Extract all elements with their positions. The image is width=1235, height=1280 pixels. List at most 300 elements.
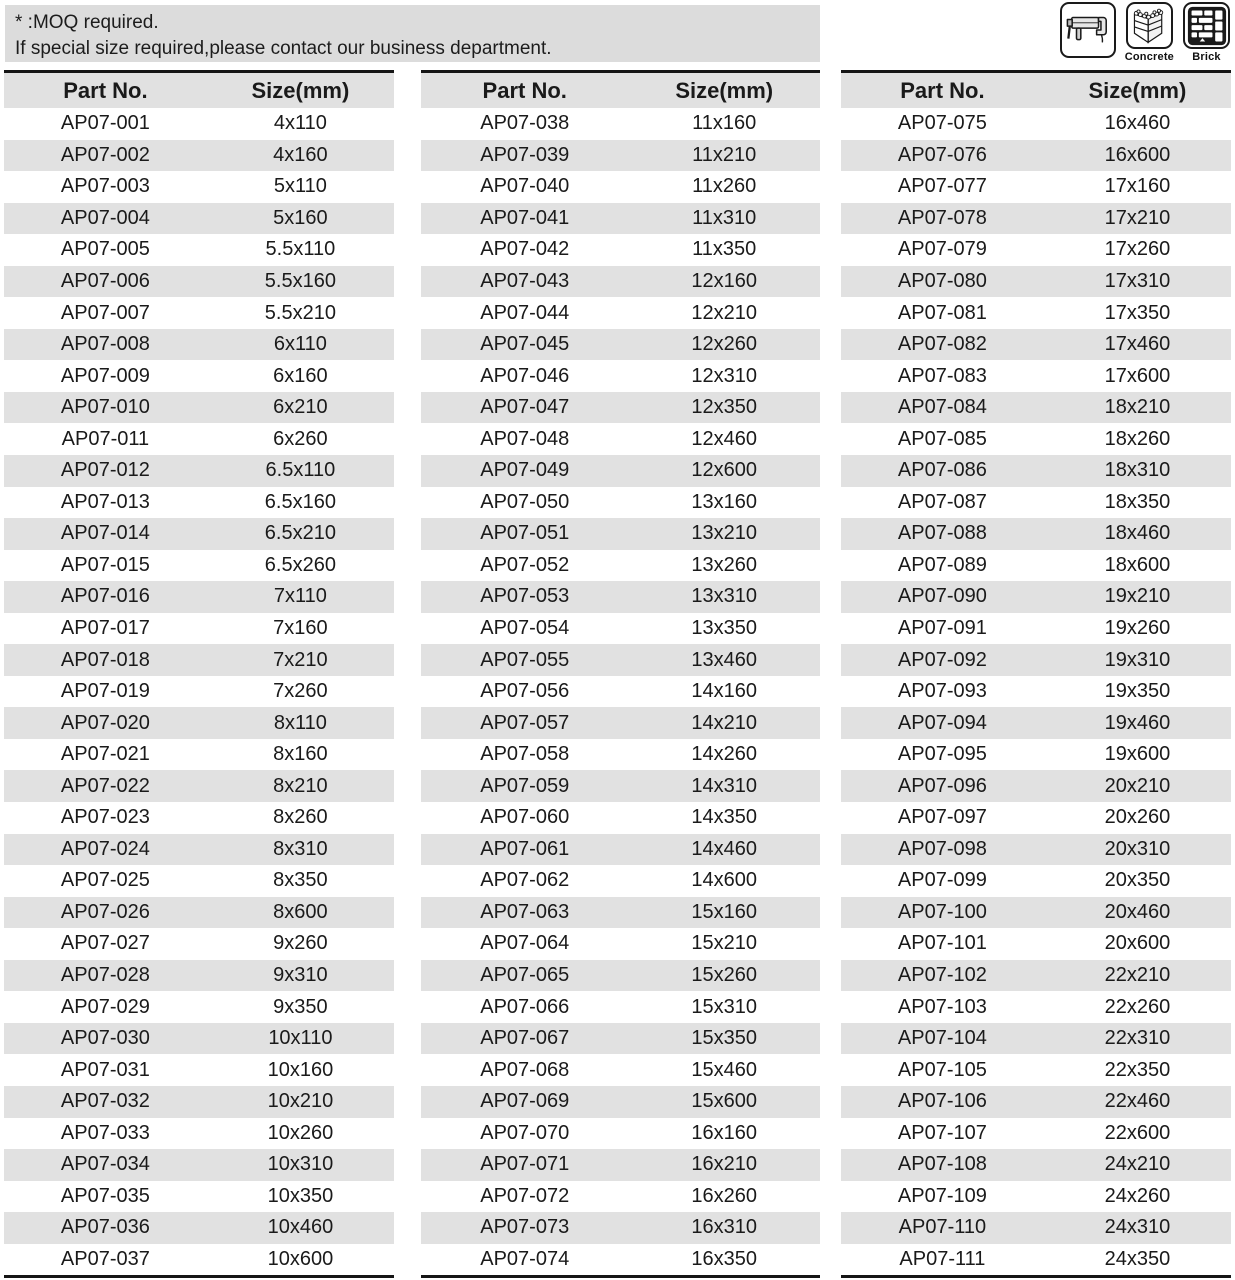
- table-row: [4, 1244, 394, 1276]
- table-row: [841, 1149, 1231, 1181]
- table-row: [841, 1212, 1231, 1244]
- table-row: [421, 266, 820, 298]
- part-no-cell: AP07-040: [480, 175, 570, 198]
- part-no-cell: AP07-022: [60, 774, 150, 797]
- part-no-cell: AP07-081: [897, 301, 987, 324]
- part-no-cell: AP07-041: [480, 206, 570, 229]
- table-row: [841, 266, 1231, 298]
- size-cell: 9x350: [273, 995, 328, 1018]
- part-no-cell: AP07-095: [897, 743, 987, 766]
- size-cell: 16x210: [691, 1153, 758, 1176]
- size-cell: 8x210: [273, 774, 328, 797]
- table-row: [421, 613, 820, 645]
- part-no-cell: AP07-037: [60, 1247, 150, 1270]
- table-row: [421, 1023, 820, 1055]
- size-cell: 18x260: [1104, 427, 1171, 450]
- part-no-cell: AP07-094: [897, 711, 987, 734]
- table-row: [4, 897, 394, 929]
- part-no-cell: AP07-028: [60, 964, 150, 987]
- table-row: [4, 550, 394, 582]
- table-row: [421, 360, 820, 392]
- part-no-cell: AP07-053: [480, 585, 570, 608]
- size-cell: 15x210: [691, 932, 758, 955]
- part-no-cell: AP07-110: [898, 1216, 987, 1239]
- size-cell: 12x310: [691, 364, 758, 387]
- table-row: [841, 329, 1231, 361]
- size-cell: 10x460: [267, 1216, 334, 1239]
- parts-table-2: [421, 70, 820, 1278]
- size-cell: 13x160: [691, 490, 758, 513]
- size-cell: 8x260: [273, 806, 328, 829]
- size-cell: 11x160: [692, 112, 757, 135]
- moq-note-banner: [5, 5, 820, 62]
- part-no-cell: AP07-103: [897, 995, 987, 1018]
- size-cell: 6.5x160: [264, 490, 336, 513]
- size-cell: 24x350: [1104, 1247, 1171, 1270]
- part-no-cell: AP07-097: [897, 806, 987, 829]
- part-no-cell: AP07-035: [60, 1184, 150, 1207]
- part-no-cell: AP07-083: [897, 364, 987, 387]
- size-cell: 19x310: [1104, 648, 1171, 671]
- table-row: [841, 834, 1231, 866]
- part-no-cell: AP07-006: [60, 270, 150, 292]
- table-row: [841, 1054, 1231, 1086]
- table-row: [841, 392, 1231, 424]
- size-cell: 10x110: [268, 1027, 333, 1050]
- table-row: [4, 108, 394, 140]
- part-no-cell: AP07-016: [60, 585, 150, 608]
- size-cell: 22x600: [1104, 1121, 1171, 1144]
- table-row: [4, 991, 394, 1023]
- part-no-cell: AP07-014: [60, 522, 150, 545]
- size-cell: 20x460: [1104, 900, 1171, 923]
- size-cell: 13x310: [691, 585, 758, 608]
- part-no-cell: AP07-038: [480, 112, 570, 135]
- table-row: [841, 1118, 1231, 1150]
- size-cell: 11x310: [692, 206, 757, 229]
- table-row: [4, 834, 394, 866]
- table-row: [4, 865, 394, 897]
- table-row: [4, 802, 394, 834]
- part-no-cell: AP07-078: [897, 206, 987, 229]
- application-icons: [1060, 2, 1230, 63]
- size-cell: 10x260: [267, 1121, 334, 1144]
- part-no-cell: AP07-089: [897, 553, 987, 576]
- size-cell: 17x350: [1104, 301, 1171, 324]
- size-cell: 6x210: [273, 396, 328, 419]
- table-row: [841, 1244, 1231, 1276]
- size-cell: 19x210: [1104, 585, 1171, 608]
- table-row: [421, 802, 820, 834]
- table-row: [4, 455, 394, 487]
- part-no-cell: AP07-047: [480, 396, 570, 419]
- table-row: [4, 1212, 394, 1244]
- part-no-cell: AP07-109: [897, 1184, 987, 1207]
- table-row: [841, 644, 1231, 676]
- part-no-cell: AP07-003: [60, 175, 150, 198]
- table-row: [841, 297, 1231, 329]
- part-no-cell: AP07-059: [480, 774, 570, 797]
- size-cell: 18x310: [1104, 459, 1171, 482]
- concrete-icon-art: [1129, 6, 1169, 46]
- size-cell: 10x210: [267, 1090, 334, 1113]
- table-row: [841, 423, 1231, 455]
- table-row: [421, 928, 820, 960]
- table-header-row: [421, 73, 820, 108]
- table-row: [421, 108, 820, 140]
- table-header-row: [841, 73, 1231, 108]
- size-cell: 10x600: [267, 1247, 334, 1270]
- concrete-icon-group: [1125, 2, 1174, 63]
- size-cell: 19x600: [1104, 743, 1171, 766]
- size-cell: 13x210: [691, 522, 758, 545]
- size-cell: 24x260: [1104, 1184, 1171, 1207]
- table-row: [841, 991, 1231, 1023]
- size-cell: 13x260: [691, 553, 758, 576]
- table-row: [4, 707, 394, 739]
- part-no-cell: AP07-090: [897, 585, 987, 608]
- table-row: [421, 1054, 820, 1086]
- table-row: [4, 676, 394, 708]
- part-no-cell: AP07-092: [897, 648, 987, 671]
- part-no-cell: AP07-063: [480, 900, 570, 923]
- table-row: [421, 1244, 820, 1276]
- brick-icon-group: [1183, 2, 1230, 63]
- size-cell: 16x160: [691, 1121, 758, 1144]
- part-no-cell: AP07-076: [897, 143, 987, 166]
- size-cell: 22x210: [1104, 964, 1171, 987]
- table-row: [841, 960, 1231, 992]
- size-cell: 12x160: [691, 270, 758, 292]
- table-row: [421, 518, 820, 550]
- size-cell: 7x260: [273, 680, 328, 703]
- part-no-cell: AP07-108: [897, 1153, 987, 1176]
- concrete-icon-label: Concrete: [1124, 51, 1174, 63]
- part-no-cell: AP07-020: [60, 711, 150, 734]
- table-row: [421, 960, 820, 992]
- table-row: [4, 581, 394, 613]
- table-row: [421, 455, 820, 487]
- table-row: [421, 581, 820, 613]
- table-header-row: [4, 73, 394, 108]
- size-cell: 14x600: [691, 869, 758, 892]
- table-row: [4, 266, 394, 298]
- table-row: [421, 644, 820, 676]
- size-cell: 10x310: [267, 1153, 334, 1176]
- size-cell: 6.5x210: [264, 522, 336, 545]
- table-row: [4, 297, 394, 329]
- table-row: [421, 171, 820, 203]
- parts-table-1: [4, 70, 394, 1278]
- size-cell: 6x260: [273, 427, 328, 450]
- part-no-cell: AP07-105: [897, 1058, 987, 1081]
- part-no-cell: AP07-055: [480, 648, 570, 671]
- table-row: [4, 1054, 394, 1086]
- table-row: [421, 834, 820, 866]
- size-cell: 4x110: [273, 112, 327, 135]
- size-cell: 11x260: [692, 175, 757, 198]
- moq-note-line1: * :MOQ required.: [15, 12, 159, 33]
- parts-table-3: [841, 70, 1231, 1278]
- size-cell: 7x110: [273, 585, 327, 608]
- size-cell: 9x310: [273, 964, 328, 987]
- table-row: [4, 613, 394, 645]
- drill-icon-group: [1060, 2, 1116, 58]
- part-no-cell: AP07-033: [60, 1121, 150, 1144]
- table-row: [421, 1212, 820, 1244]
- table-row: [841, 234, 1231, 266]
- table-row: [4, 203, 394, 235]
- table-row: [421, 739, 820, 771]
- part-no-cell: AP07-058: [480, 743, 570, 766]
- part-no-cell: AP07-052: [480, 553, 570, 576]
- size-cell: 14x210: [691, 711, 758, 734]
- table-row: [4, 360, 394, 392]
- drill-icon: [1060, 2, 1116, 58]
- part-no-cell: AP07-056: [480, 680, 570, 703]
- table-row: [421, 234, 820, 266]
- part-no-cell: AP07-023: [60, 806, 150, 829]
- part-no-header: Part No.: [482, 77, 567, 103]
- size-cell: 20x260: [1104, 806, 1171, 829]
- size-cell: 18x460: [1104, 522, 1171, 545]
- table-row: [841, 739, 1231, 771]
- part-no-cell: AP07-079: [897, 238, 987, 261]
- table-row: [421, 550, 820, 582]
- part-no-cell: AP07-039: [480, 143, 570, 166]
- drill-icon-art: [1065, 7, 1111, 53]
- table-row: [841, 550, 1231, 582]
- part-no-cell: AP07-085: [897, 427, 987, 450]
- size-cell: 15x310: [691, 995, 758, 1018]
- part-no-cell: AP07-044: [480, 301, 570, 324]
- size-cell: 13x350: [691, 617, 758, 640]
- size-cell: 19x260: [1104, 617, 1171, 640]
- table-row: [421, 1118, 820, 1150]
- table-row: [4, 1086, 394, 1118]
- size-cell: 17x160: [1104, 175, 1171, 198]
- table-row: [841, 108, 1231, 140]
- size-cell: 22x460: [1104, 1090, 1171, 1113]
- part-no-cell: AP07-018: [60, 648, 150, 671]
- table-row: [4, 1149, 394, 1181]
- table-row: [841, 928, 1231, 960]
- part-no-cell: AP07-080: [897, 270, 987, 292]
- size-cell: 8x600: [273, 900, 328, 923]
- part-no-header: Part No.: [63, 77, 148, 103]
- part-no-cell: AP07-106: [897, 1090, 987, 1113]
- size-cell: 20x350: [1104, 869, 1171, 892]
- part-no-cell: AP07-069: [480, 1090, 570, 1113]
- part-no-cell: AP07-087: [897, 490, 987, 513]
- size-cell: 12x350: [691, 396, 758, 419]
- table-row: [841, 487, 1231, 519]
- size-cell: 16x460: [1104, 112, 1171, 135]
- table-row: [421, 140, 820, 172]
- table-row: [421, 423, 820, 455]
- size-cell: 5.5x110: [265, 238, 336, 261]
- size-cell: 8x110: [273, 711, 327, 734]
- table-row: [841, 140, 1231, 172]
- size-cell: 6.5x110: [265, 459, 336, 482]
- table-row: [841, 455, 1231, 487]
- table-row: [841, 707, 1231, 739]
- part-no-cell: AP07-084: [897, 396, 987, 419]
- size-header: Size(mm): [675, 77, 774, 103]
- size-cell: 18x350: [1104, 490, 1171, 513]
- size-cell: 20x210: [1104, 774, 1171, 797]
- part-no-cell: AP07-096: [897, 774, 987, 797]
- table-row: [4, 423, 394, 455]
- part-no-cell: AP07-051: [480, 522, 570, 545]
- size-cell: 15x160: [691, 900, 758, 923]
- part-no-cell: AP07-004: [60, 206, 150, 229]
- size-cell: 6x110: [273, 333, 327, 356]
- table-row: [841, 676, 1231, 708]
- part-no-cell: AP07-062: [480, 869, 570, 892]
- part-no-cell: AP07-071: [480, 1153, 570, 1176]
- size-cell: 12x460: [691, 427, 758, 450]
- size-cell: 24x210: [1104, 1153, 1171, 1176]
- size-cell: 5x160: [273, 206, 328, 229]
- table-row: [421, 203, 820, 235]
- part-no-cell: AP07-073: [480, 1216, 570, 1239]
- table-row: [4, 234, 394, 266]
- table-row: [841, 518, 1231, 550]
- part-no-cell: AP07-011: [61, 427, 150, 450]
- size-cell: 17x600: [1104, 364, 1171, 387]
- table-row: [841, 1023, 1231, 1055]
- table-row: [841, 203, 1231, 235]
- part-no-cell: AP07-009: [60, 364, 150, 387]
- table-row: [841, 581, 1231, 613]
- part-no-cell: AP07-061: [480, 837, 570, 860]
- part-no-cell: AP07-030: [60, 1027, 150, 1050]
- table-row: [421, 770, 820, 802]
- size-cell: 20x310: [1104, 837, 1171, 860]
- part-no-cell: AP07-101: [897, 932, 987, 955]
- table-row: [421, 487, 820, 519]
- part-no-cell: AP07-027: [60, 932, 150, 955]
- table-row: [841, 865, 1231, 897]
- table-row: [4, 928, 394, 960]
- size-cell: 16x260: [691, 1184, 758, 1207]
- size-header: Size(mm): [1088, 77, 1187, 103]
- part-no-cell: AP07-107: [897, 1121, 987, 1144]
- part-no-cell: AP07-025: [60, 869, 150, 892]
- size-cell: 11x350: [692, 238, 757, 261]
- size-cell: 15x600: [691, 1090, 758, 1113]
- size-header: Size(mm): [251, 77, 350, 103]
- part-no-cell: AP07-032: [60, 1090, 150, 1113]
- table-row: [421, 865, 820, 897]
- part-no-cell: AP07-060: [480, 806, 570, 829]
- part-no-cell: AP07-082: [897, 333, 987, 356]
- part-no-cell: AP07-008: [60, 333, 150, 356]
- part-no-cell: AP07-046: [480, 364, 570, 387]
- part-no-cell: AP07-074: [480, 1247, 570, 1270]
- size-cell: 15x460: [691, 1058, 758, 1081]
- table-row: [4, 1118, 394, 1150]
- part-no-cell: AP07-034: [60, 1153, 150, 1176]
- table-row: [4, 171, 394, 203]
- part-no-cell: AP07-017: [60, 617, 150, 640]
- size-cell: 14x350: [691, 806, 758, 829]
- part-no-cell: AP07-066: [480, 995, 570, 1018]
- table-row: [4, 770, 394, 802]
- size-cell: 13x460: [691, 648, 758, 671]
- part-no-cell: AP07-010: [60, 396, 150, 419]
- table-row: [421, 297, 820, 329]
- size-cell: 8x350: [273, 869, 328, 892]
- table-row: [4, 329, 394, 361]
- table-row: [421, 897, 820, 929]
- concrete-icon: [1126, 2, 1173, 49]
- table-row: [841, 1086, 1231, 1118]
- size-cell: 22x260: [1104, 995, 1171, 1018]
- size-cell: 7x210: [273, 648, 328, 671]
- table-row: [421, 1086, 820, 1118]
- part-no-cell: AP07-075: [897, 112, 987, 135]
- part-no-cell: AP07-070: [480, 1121, 570, 1144]
- size-cell: 18x600: [1104, 553, 1171, 576]
- size-cell: 7x160: [273, 617, 328, 640]
- size-cell: 8x160: [273, 743, 328, 766]
- part-no-cell: AP07-021: [60, 743, 150, 766]
- table-row: [421, 676, 820, 708]
- size-cell: 20x600: [1104, 932, 1171, 955]
- part-no-cell: AP07-054: [480, 617, 570, 640]
- table-row: [421, 329, 820, 361]
- part-no-cell: AP07-068: [480, 1058, 570, 1081]
- table-row: [841, 802, 1231, 834]
- size-cell: 12x210: [691, 301, 758, 324]
- table-row: [4, 487, 394, 519]
- table-row: [841, 171, 1231, 203]
- table-row: [841, 613, 1231, 645]
- size-cell: 17x310: [1104, 270, 1171, 292]
- table-row: [4, 140, 394, 172]
- part-no-cell: AP07-042: [480, 238, 570, 261]
- size-cell: 15x260: [691, 964, 758, 987]
- part-no-cell: AP07-045: [480, 333, 570, 356]
- size-cell: 16x350: [691, 1247, 758, 1270]
- size-cell: 6.5x260: [264, 553, 336, 576]
- size-cell: 17x260: [1104, 238, 1171, 261]
- size-cell: 5.5x210: [264, 301, 336, 324]
- part-no-cell: AP07-005: [60, 238, 150, 261]
- table-row: [841, 770, 1231, 802]
- size-cell: 16x600: [1104, 143, 1171, 166]
- brick-icon-label: Brick: [1192, 51, 1221, 63]
- size-cell: 17x460: [1104, 333, 1171, 356]
- part-no-cell: AP07-111: [899, 1247, 986, 1270]
- part-no-cell: AP07-029: [60, 995, 150, 1018]
- table-row: [841, 897, 1231, 929]
- part-no-cell: AP07-077: [897, 175, 987, 198]
- part-no-cell: AP07-093: [897, 680, 987, 703]
- table-row: [421, 707, 820, 739]
- part-no-cell: AP07-015: [60, 553, 150, 576]
- size-cell: 15x350: [691, 1027, 758, 1050]
- part-no-cell: AP07-098: [897, 837, 987, 860]
- size-cell: 12x600: [691, 459, 758, 482]
- table-row: [4, 1023, 394, 1055]
- size-cell: 17x210: [1104, 206, 1171, 229]
- part-no-cell: AP07-002: [60, 143, 150, 166]
- size-cell: 22x310: [1104, 1027, 1171, 1050]
- part-no-cell: AP07-104: [897, 1027, 987, 1050]
